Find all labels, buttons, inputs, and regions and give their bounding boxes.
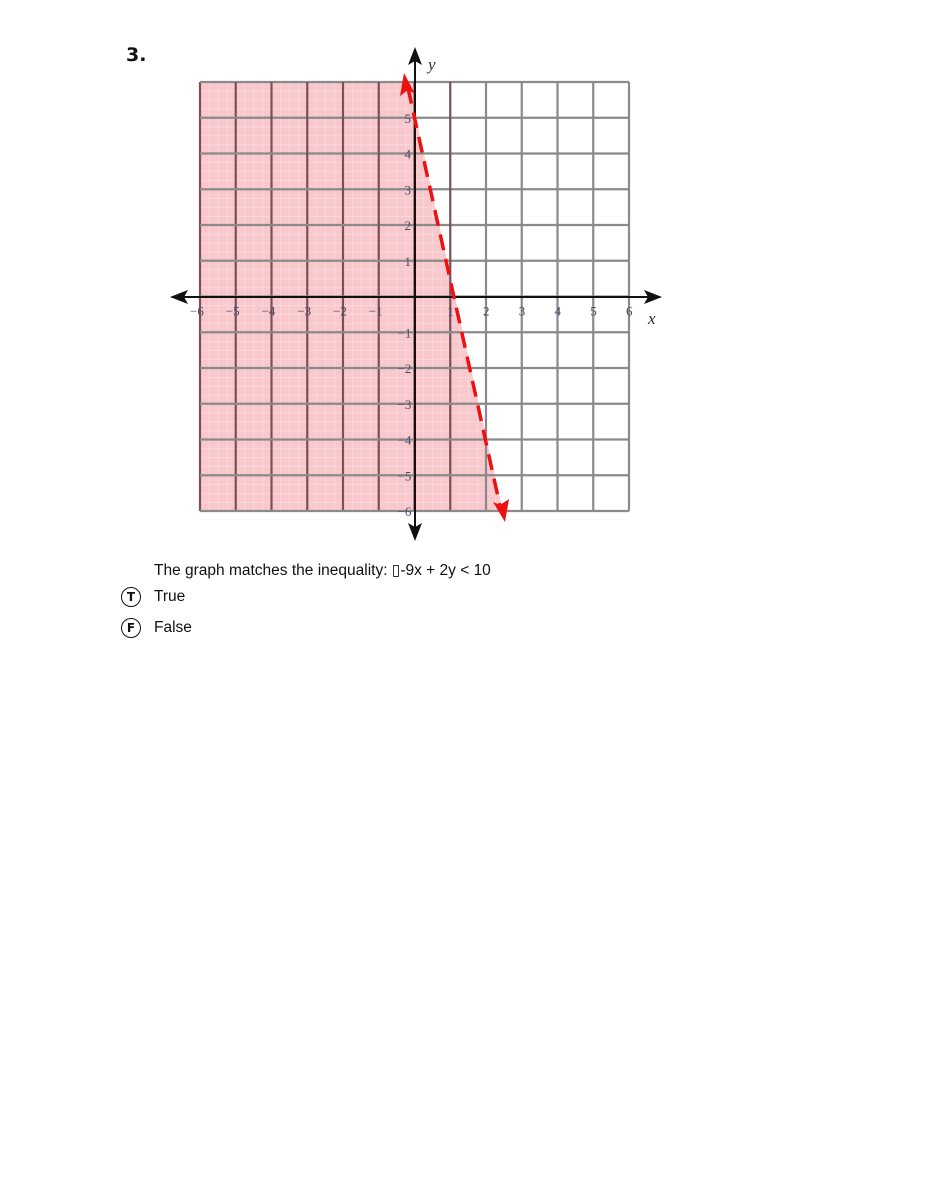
question-number: 3. bbox=[126, 44, 147, 66]
x-axis-label: x bbox=[648, 309, 656, 328]
y-tick-label: −1 bbox=[397, 325, 412, 341]
y-tick-label: 1 bbox=[404, 253, 411, 269]
x-tick-label: −2 bbox=[333, 303, 347, 319]
y-tick-label: −5 bbox=[397, 468, 412, 484]
inequality-graph bbox=[0, 0, 926, 560]
x-tick-label: −6 bbox=[190, 303, 204, 319]
option-false-label: False bbox=[154, 619, 192, 636]
x-tick-label: −1 bbox=[368, 303, 383, 319]
x-tick-label: −5 bbox=[225, 303, 240, 319]
x-tick-label: 6 bbox=[626, 303, 633, 319]
y-tick-label: −6 bbox=[397, 504, 412, 519]
option-true-bubble[interactable]: T bbox=[121, 587, 141, 607]
x-tick-label: −3 bbox=[297, 303, 312, 319]
option-false[interactable] bbox=[121, 618, 192, 638]
x-tick-label: 5 bbox=[590, 303, 597, 319]
x-tick-label: 3 bbox=[518, 303, 526, 319]
y-tick-label: 2 bbox=[404, 218, 411, 233]
y-tick-label: 3 bbox=[404, 182, 411, 198]
y-tick-label: −2 bbox=[397, 361, 412, 376]
option-false-bubble[interactable]: F bbox=[121, 618, 141, 638]
shaded-region bbox=[200, 82, 505, 520]
y-tick-label: −4 bbox=[397, 432, 412, 448]
y-axis-label: y bbox=[428, 55, 436, 74]
x-tick-label: −4 bbox=[261, 303, 276, 319]
y-tick-label: −3 bbox=[397, 396, 412, 412]
x-tick-label: 4 bbox=[554, 303, 561, 319]
option-true[interactable] bbox=[121, 587, 185, 607]
x-tick-label: 2 bbox=[483, 303, 490, 319]
x-tick-label: 1 bbox=[447, 303, 454, 319]
y-tick-label: 5 bbox=[404, 110, 411, 126]
option-true-label: True bbox=[154, 588, 186, 605]
y-tick-label: 4 bbox=[404, 146, 411, 162]
question-prompt: The graph matches the inequality: ▯-9x + 2y < 10 bbox=[154, 562, 491, 579]
